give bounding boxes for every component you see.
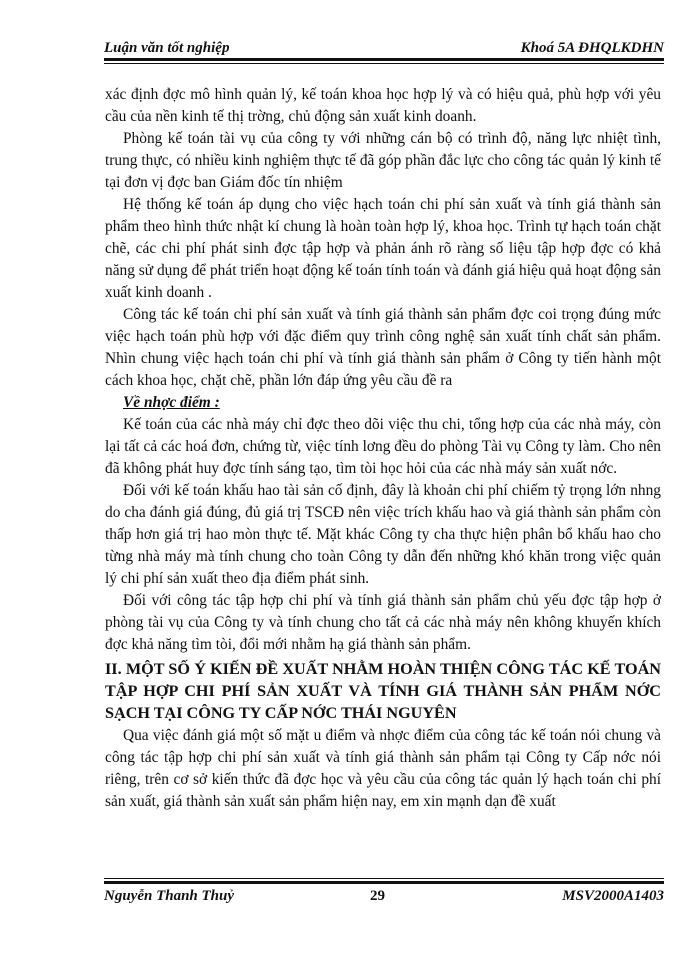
subheading-weaknesses-text: Về nhợc điểm : <box>123 394 220 411</box>
subheading-weaknesses <box>105 392 661 414</box>
header-rule-thin <box>104 63 664 64</box>
paragraph-continuation: xác định đợc mô hình quản lý, kế toán khoa học hợp lý và có hiệu quả, phù hợp với yêu cầu của nền kinh tế thị trờng, chủ động sản xuất kinh doanh. <box>105 86 661 125</box>
paragraph-factory-accounting: Kế toán của các nhà máy chỉ đợc theo dõi việc thu chi, tổng hợp của các nhà máy, còn lại tất cả các hoá đơn, chứng từ, việc tính lơng đều do phòng Tài vụ Công ty làm. Cho nên đã không phát huy đợc tính sáng tạo, tìm tòi học hỏi của các nhà máy sản xuất nớc. <box>105 416 661 477</box>
footer-rule-thin <box>104 878 664 879</box>
paragraph-cost-aggregation: Đối với công tác tập hợp chi phí và tính giá thành sản phẩm chủ yếu đợc tập hợp ở phòng tài vụ của Công ty và tính chung cho tất cả các nhà máy nên không khuyến khích đợc khả năng tìm tòi, đổi mới nhằm hạ giá thành sản phẩm. <box>105 592 661 653</box>
footer-student-id: MSV2000A1403 <box>562 888 664 904</box>
header-class-code: Khoá 5A ĐHQLKDHN <box>520 40 664 56</box>
footer-rule-thick <box>104 881 664 884</box>
footer-author: Nguyễn Thanh Thuỷ <box>104 888 235 904</box>
page-header <box>104 40 664 64</box>
paragraph-depreciation: Đối với kế toán khấu hao tài sản cố định, đây là khoản chi phí chiếm tỷ trọng lớn nhng do cha đánh giá đúng, đủ giá trị TSCĐ nên việc trích khấu hao và giá thành sản phẩm còn thấp hơn giá trị hao mòn thực tế. Mặt khác Công ty cha thực hiện phân bổ khấu hao cho từng nhà máy mà tính chung cho toàn Công ty dẫn đến những khó khăn trong việc quản lý chi phí sản xuất theo địa điểm phát sinh. <box>105 482 661 587</box>
header-rule-thick <box>104 58 664 61</box>
paragraph-proposals: Qua việc đánh giá một số mặt u điểm và nhợc điểm của công tác kế toán nói chung và công tác tập hợp chi phí sản xuất và tính giá thành sản phẩm tại Công ty Cấp nớc nói riêng, trên cơ sở kiến thức đã đợc học và yêu cầu của công tác quản lý hạch toán chi phí sản xuất, giá thành sản xuất sản phẩm hiện nay, em xin mạnh dạn đề xuất <box>105 727 661 810</box>
document-body <box>105 84 661 880</box>
page-footer <box>104 878 664 908</box>
section-heading: II. MỘT SỐ Ý KIẾN ĐỀ XUẤT NHẰM HOÀN THIỆN CÔNG TÁC KẾ TOÁN TẬP HỢP CHI PHÍ SẢN XUẤT VÀ TÍNH GIÁ THÀNH SẢN PHẨM NỚC SẠCH TẠI CÔNG TY CẤP NỚC THÁI NGUYÊN <box>105 660 661 722</box>
header-thesis-title: Luận văn tốt nghiệp <box>104 40 230 56</box>
paragraph-accounting-staff: Phòng kế toán tài vụ của công ty với những cán bộ có trình độ, năng lực nhiệt tình, trung thực, có nhiều kinh nghiệm thực tế đã góp phần đắc lực cho công tác quản lý kinh tế tại đơn vị đợc ban Giám đốc tín nhiệm <box>105 130 661 191</box>
paragraph-accounting-system: Hệ thống kế toán áp dụng cho việc hạch toán chi phí sản xuất và tính giá thành sản phẩm theo hình thức nhật kí chung là hoàn toàn hợp lý, khoa học. Trình tự hạch toán chặt chẽ, các chi phí phát sinh đợc tập hợp và phản ánh rõ ràng số liệu tập hợp đợc có khả năng sử dụng để phát triển hoạt động kế toán tính toán và đánh giá hiệu quả hoạt động sản xuất kinh doanh . <box>105 196 661 301</box>
paragraph-cost-accounting: Công tác kế toán chi phí sản xuất và tính giá thành sản phẩm đợc coi trọng đúng mức việc hạch toán phù hợp với đặc điểm quy trình công nghệ sản xuất tính chất sản phẩm. Nhìn chung việc hạch toán chi phí và tính giá thành sản phẩm ở Công ty tiến hành một cách khoa học, chặt chẽ, phần lớn đáp ứng yêu cầu đề ra <box>105 306 661 389</box>
page-number: 29 <box>370 888 385 904</box>
